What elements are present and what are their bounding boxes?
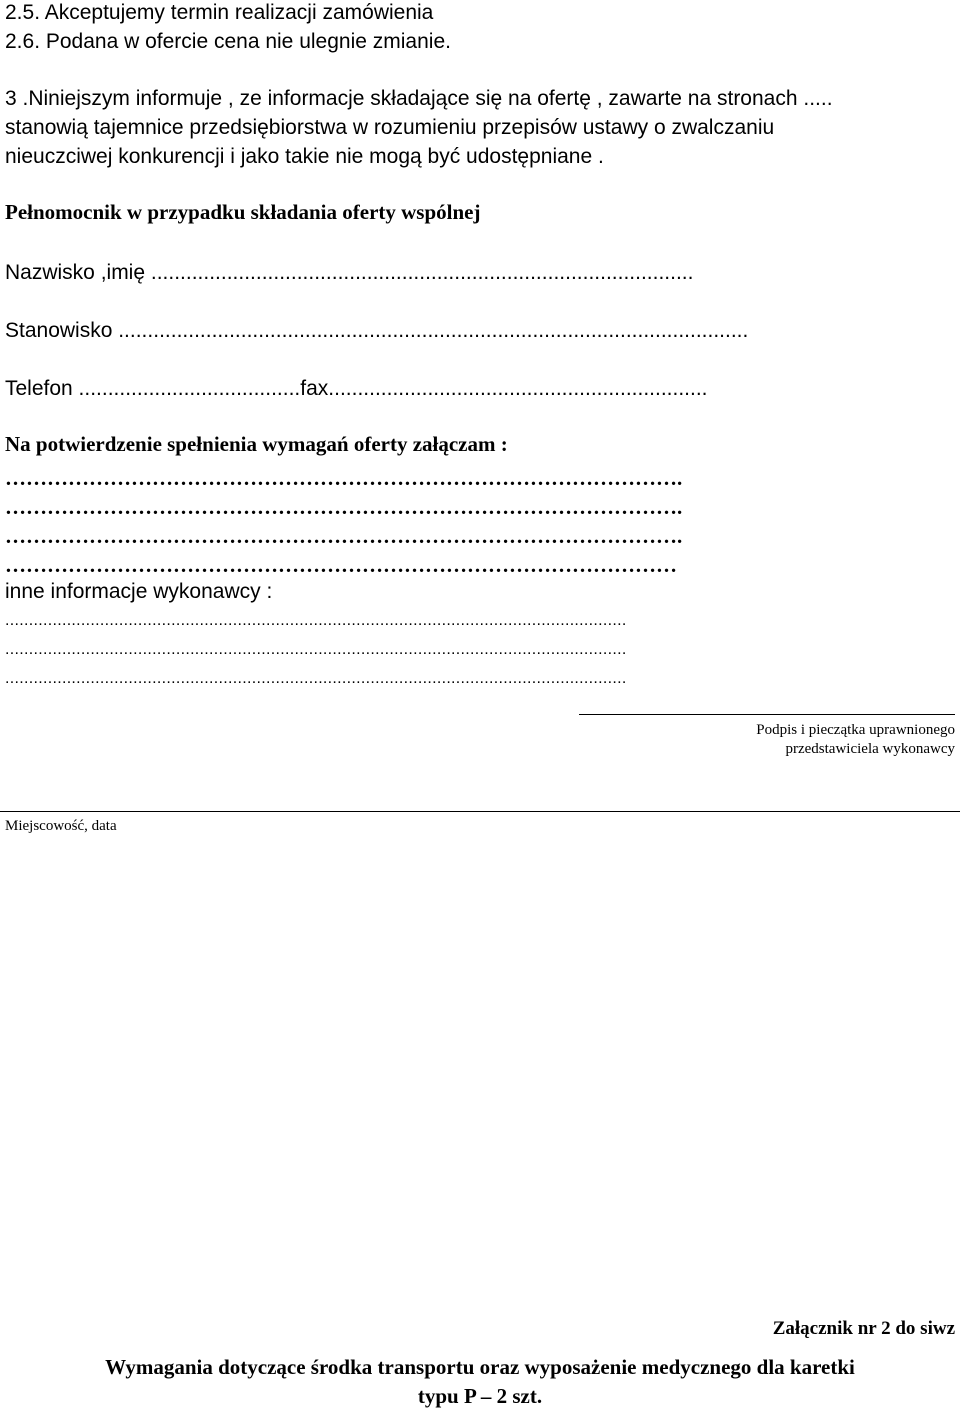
proxy-heading: Pełnomocnik w przypadku składania oferty wspólnej <box>5 200 481 224</box>
confidentiality-line-1: 3 .Niniejszym informuje , ze informacje składające się na ofertę , zawarte na stronach ..... <box>5 87 833 110</box>
place-date-caption: Miejscowość, data <box>5 818 117 834</box>
term-2-6: 2.6. Podana w ofercie cena nie ulegnie zmianie. <box>5 30 451 53</box>
place-date-line <box>0 811 960 812</box>
proxy-name-field: Nazwisko ,imię ............................................................................................. <box>5 261 694 284</box>
confidentiality-line-3: nieuczciwej konkurencji i jako takie nie mogą być udostępniane . <box>5 145 604 168</box>
annex-label: Załącznik nr 2 do siwz <box>772 1318 955 1339</box>
attachments-heading: Na potwierdzenie spełnienia wymagań oferty załączam : <box>5 432 508 456</box>
attachment-line: ……………………………………………………………………………………. <box>5 495 683 519</box>
attachment-line: ……………………………………………………………………………………. <box>5 524 683 548</box>
proxy-phone-fax-field: Telefon ......................................fax................................................................. <box>5 377 708 400</box>
signature-caption-2: przedstawiciela wykonawcy <box>785 741 955 757</box>
attachment-line: …………………………………………………………………………………… <box>5 553 677 577</box>
annex-title-line-2: typu P – 2 szt. <box>417 1384 543 1408</box>
confidentiality-line-2: stanowią tajemnice przedsiębiorstwa w rozumieniu przepisów ustawy o zwalczaniu <box>5 116 775 139</box>
attachment-line: ……………………………………………………………………………………. <box>5 466 683 490</box>
signature-caption-1: Podpis i pieczątka uprawnionego <box>756 722 955 738</box>
other-info-line: ................................................................................................................................... <box>5 670 627 687</box>
other-info-line: ................................................................................................................................... <box>5 612 627 629</box>
other-info-label: inne informacje wykonawcy : <box>5 580 273 603</box>
other-info-line: ................................................................................................................................... <box>5 641 627 658</box>
proxy-position-field: Stanowisko ............................................................................................................ <box>5 319 749 342</box>
annex-title-line-1: Wymagania dotyczące środka transportu oraz wyposażenie medycznego dla karetki <box>105 1355 855 1379</box>
signature-line <box>579 714 955 715</box>
term-2-5: 2.5. Akceptujemy termin realizacji zamówienia <box>5 1 434 24</box>
